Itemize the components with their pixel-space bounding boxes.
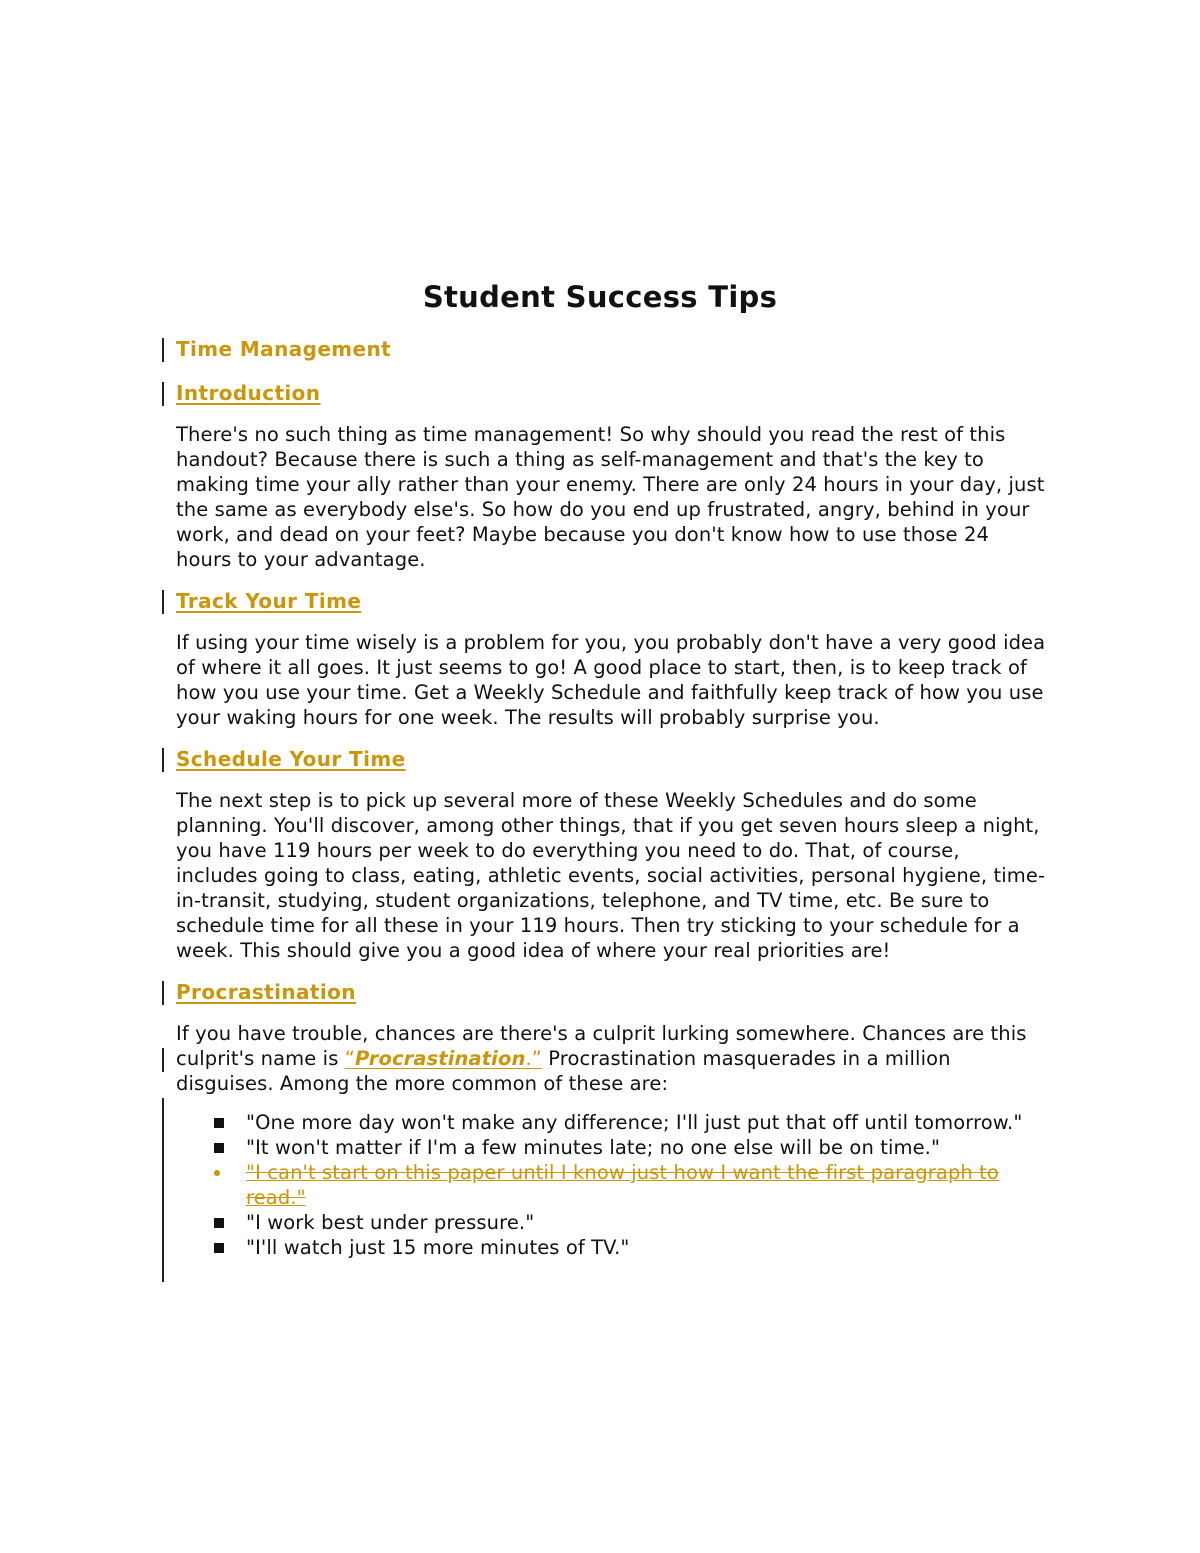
paragraph-track-your-time: If using your time wisely is a problem for you, you probably don't have a very good idea of where it all goes. It just seems to go! A good place to start, then, is to keep track of how you use your time. Get a Weekly Schedule and faithfully keep track of how you use your waking hours for one week. The results will probably surprise you. [176,631,1046,729]
square-bullet-icon [214,1118,224,1128]
section-heading-time-management [176,334,1046,364]
round-bullet-icon [214,1170,220,1176]
square-bullet-icon [214,1218,224,1228]
list-item-deleted [176,1160,1046,1210]
heading-procrastination [176,977,1046,1007]
paragraph-schedule-your-time: The next step is to pick up several more of these Weekly Schedules and do some planning. You'll discover, among other things, that if you get seven hours sleep a night, you have 119 hours per week to do everything you need to do. That, of course, includes going to class, eating, athletic events, social activities, personal hygiene, time-in-transit, studying, student organizations, telephone, and TV time, etc. Be sure to schedule time for all these in your 119 hours. Then try sticking to your schedule for a week. This should give you a good idea of where your real priorities are! [176,789,1046,962]
change-bar [162,1098,164,1282]
list-item [176,1110,1046,1135]
heading-schedule-your-time [176,744,1046,774]
list-item [176,1135,1046,1160]
change-bar [162,981,164,1005]
heading-text: Track Your Time [176,589,362,613]
square-bullet-icon [214,1143,224,1153]
section-heading-text: Time Management [176,337,392,361]
paragraph-introduction: There's no such thing as time management! So why should you read the rest of this handout? Because there is such a thing as self-management and that's the key to making time your ally rather than your enemy. There are only 24 hours in your day, just the same as everybody else's. So how do you end up frustrated, angry, behind in your work, and dead on your feet? Maybe because you don't know how to use those 24 hours to your advantage. [176,423,1045,571]
quote-close: .” [525,1047,542,1070]
list-item-text: "It won't matter if I'm a few minutes late; no one else will be on time." [246,1136,941,1159]
list-item [176,1235,1046,1260]
change-bar [162,338,164,362]
heading-text: Schedule Your Time [176,747,406,771]
list-item-text: "I'll watch just 15 more minutes of TV." [246,1236,630,1259]
square-bullet-icon [214,1243,224,1253]
change-bar [162,382,164,406]
heading-text: Introduction [176,381,321,405]
procrastination-tips-list [176,1110,1046,1260]
paragraph-text-after: Procrastination masquerades in a million disguises. Among the more common of these are: [176,1047,951,1095]
list-item-text: "I work best under pressure." [246,1211,535,1234]
list-item-text: "One more day won't make any difference; I'll just put that off until tomorrow." [246,1111,1023,1134]
change-bar [162,748,164,772]
change-bar [162,1048,164,1072]
change-bar [162,590,164,614]
document-title: Student Success Tips [422,280,778,314]
heading-introduction [176,378,1046,408]
list-item-text: "I can't start on this paper until I know just how I want the first paragraph to read." [246,1161,999,1209]
procrastination-emphasis: Procrastination [354,1047,526,1070]
document-content [176,334,1046,1260]
quote-open: “ [344,1047,355,1070]
heading-text: Procrastination [176,980,356,1004]
list-item [176,1210,1046,1235]
heading-track-your-time [176,586,1046,616]
paragraph-text-before: If you have trouble, chances are there's a culprit lurking somewhere. Chances are this culprit's name is [176,1022,1027,1070]
paragraph-procrastination [176,1021,1046,1096]
